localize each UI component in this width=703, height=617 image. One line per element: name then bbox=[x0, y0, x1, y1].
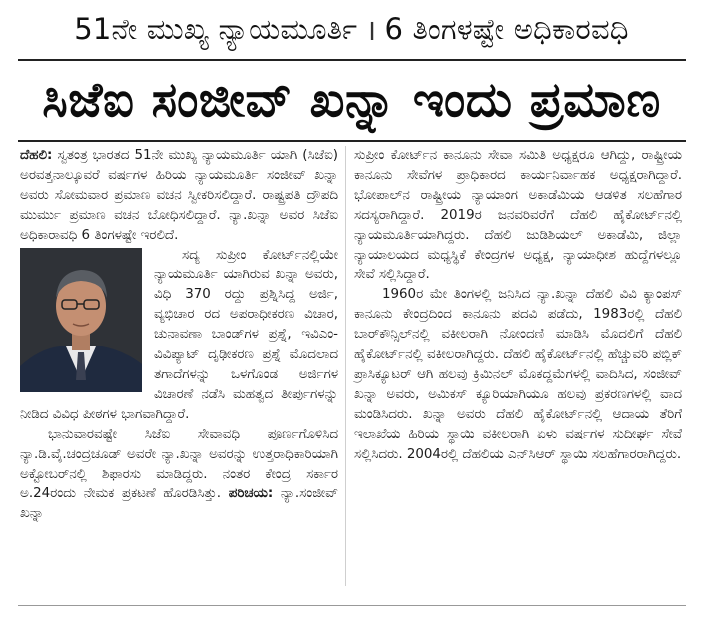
headline-rule bbox=[18, 140, 686, 142]
intro-label: ಪರಿಚಯ: bbox=[228, 486, 274, 502]
kicker-line bbox=[0, 0, 703, 58]
article-right-column bbox=[354, 146, 682, 465]
kicker-rule bbox=[18, 59, 686, 61]
kicker-separator: । bbox=[365, 12, 377, 47]
paragraph-career: ಸದ್ಯ ಸುಪ್ರೀಂ ಕೋರ್ಟ್‌ನಲ್ಲಿಯೇ ನ್ಯಾಯಮೂರ್ತಿ ಯಾಗಿರುವ ಖನ್ನಾ ಅವರು, ವಿಧಿ 370 ರದ್ದು ಪ್ರಶ್ನಿಸಿದ್ದ ಅರ್ಜಿ, ವ್ಯಭಿಚಾರ ರದ ಅಪರಾಧೀಕರಣ ವಿಚಾರ, ಚುನಾವಣಾ ಬಾಂಡ್‌ಗಳ ಪ್ರಶ್ನೆ, ಇವಿಎಂ-ವಿವಿಪ್ಯಾಟ್ ದೃಢೀಕರಣ ಪ್ರಶ್ನೆ ಮೊದಲಾದ ತಗಾದೆಗಳನ್ನು ಒಳಗೊಂಡ ಅರ್ಜಿಗಳ ವಿಚಾರಣೆ ನಡೆಸಿ ಮಹತ್ವದ ತೀರ್ಪುಗಳನ್ನು ನೀಡಿದ ವಿವಿಧ ಪೀಠಗಳ ಭಾಗವಾಗಿದ್ದಾರೆ. bbox=[20, 247, 338, 422]
intro-tail: ನ್ಯಾ.ಸಂಜೀವ್ ಖನ್ನಾ bbox=[20, 486, 339, 522]
paragraph-succession bbox=[20, 425, 338, 525]
portrait-photo bbox=[20, 248, 142, 392]
kicker-left: 51ನೇ ಮುಖ್ಯ ನ್ಯಾಯಮೂರ್ತಿ bbox=[74, 11, 358, 46]
portrait-illustration bbox=[20, 248, 142, 392]
paragraph-roles: ಸುಪ್ರೀಂ ಕೋರ್ಟ್‌ನ ಕಾನೂನು ಸೇವಾ ಸಮಿತಿ ಅಧ್ಯಕ್ಷರೂ ಆಗಿದ್ದು, ರಾಷ್ಟ್ರೀಯ ಕಾನೂನು ಸೇವೆಗಳ ಪ್ರಾಧಿಕಾರದ ಕಾರ್ಯನಿರ್ವಾಹಕ ಅಧ್ಯಕ್ಷರಾಗಿದ್ದಾರೆ. ಭೋಪಾಲ್‌ನ ರಾಷ್ಟ್ರೀಯ ನ್ಯಾಯಾಂಗ ಅಕಾಡೆಮಿಯ ಆಡಳಿತ ಸಲಹೆಗಾರ ಸದಸ್ಯರಾಗಿದ್ದಾರೆ. 2019ರ ಜನವರಿವರೆಗೆ ದೆಹಲಿ ಹೈಕೋರ್ಟ್‌ನಲ್ಲಿ ನ್ಯಾಯಮೂರ್ತಿಯಾಗಿದ್ದರು. ದೆಹಲಿ ಜುಡಿಶಿಯಲ್ ಅಕಾಡೆಮಿ, ಜಿಲ್ಲಾ ನ್ಯಾಯಾಲಯದ ಮಧ್ಯಸ್ಥಿಕೆ ಕೇಂದ್ರಗಳ ಅಧ್ಯಕ್ಷ, ನ್ಯಾಯಾಧೀಶ ಹುದ್ದೆಗಳಲ್ಲೂ ಸೇವೆ ಸಲ್ಲಿಸಿದ್ದಾರೆ. bbox=[354, 148, 682, 283]
kicker-right: 6 ತಿಂಗಳಷ್ಟೇ ಅಧಿಕಾರವಧಿ bbox=[384, 11, 629, 46]
article-left-column bbox=[20, 146, 338, 524]
paragraph-biography: 1960ರ ಮೇ ತಿಂಗಳಲ್ಲಿ ಜನಿಸಿದ ನ್ಯಾ.ಖನ್ನಾ ದೆಹಲಿ ವಿವಿ ಕ್ಯಾಂಪಸ್ ಕಾನೂನು ಕೇಂದ್ರದಿಂದ ಕಾನೂನು ಪದವಿ ಪಡೆದು, 1983ರಲ್ಲಿ ದೆಹಲಿ ಬಾರ್‌ಕೌನ್ಸಿಲ್‌ನಲ್ಲಿ ವಕೀಲರಾಗಿ ನೋಂದಣಿ ಮಾಡಿಸಿ ಮೊದಲಿಗೆ ದೆಹಲಿ ಹೈಕೋರ್ಟ್‌ನಲ್ಲಿ ವಕೀಲರಾಗಿದ್ದರು. ದೆಹಲಿ ಹೈಕೋರ್ಟ್‌ನಲ್ಲಿ ಹೆಚ್ಚುವರಿ ಪಬ್ಲಿಕ್ ಪ್ರಾಸಿಕ್ಯೂಟರ್ ಆಗಿ ಹಲವು ಕ್ರಿಮಿನಲ್ ಮೊಕದ್ದಮೆಗಳಲ್ಲಿ ವಾದಿಸಿದ, ಸಂಜೀವ್ ಖನ್ನಾ ಅವರು, ಅಮಿಕಸ್ ಕ್ಯೂರಿಯಾಗಿಯೂ ಹಲವು ಪ್ರಕರಣಗಳಲ್ಲಿ ವಾದ ಮಂಡಿಸಿದರು. ಖನ್ನಾ ಅವರು ದೆಹಲಿ ಹೈಕೋರ್ಟ್‌ನಲ್ಲಿ ಆದಾಯ ತೆರಿಗೆ ಇಲಾಖೆಯ ಹಿರಿಯ ಸ್ಥಾಯಿ ವಕೀಲರಾಗಿ ಏಳು ವರ್ಷಗಳ ಸುದೀರ್ಘ ಸೇವೆ ಸಲ್ಲಿಸಿದರು. 2004ರಲ್ಲಿ ದೆಹಲಿಯ ಎನ್‌ಸಿಆರ್ ಸ್ಥಾಯಿ ಸಲಹೆಗಾರರಾಗಿದ್ದರು. bbox=[354, 287, 682, 462]
column-divider bbox=[345, 146, 346, 586]
paragraph-intro bbox=[20, 146, 338, 246]
dateline: ದೆಹಲಿ: bbox=[20, 148, 53, 163]
succession-text: ಭಾನುವಾರವಷ್ಟೇ ಸಿಜೆಐ ಸೇವಾವಧಿ ಪೂರ್ಣಗೊಳಿಸಿದ ನ್ಯಾ.ಡಿ.ವೈ.ಚಂದ್ರಚೂಡ್ ಅವರೇ ನ್ಯಾ.ಖನ್ನಾ ಅವರನ್ನು ಉತ್ತರಾಧಿಕಾರಿಯಾಗಿ ಅಕ್ಟೋಬರ್‌ನಲ್ಲಿ ಶಿಫಾರಸು ಮಾಡಿದ್ದರು. ನಂತರ ಕೇಂದ್ರ ಸರ್ಕಾರ ಅ.24ರಂದು ನೇಮಕ ಪ್ರಕಟಣೆ ಹೊರಡಿಸಿತ್ತು. bbox=[20, 426, 338, 502]
bottom-rule bbox=[18, 605, 686, 606]
headline: ಸಿಜೆಐ ಸಂಜೀವ್ ಖನ್ನಾ ಇಂದು ಪ್ರಮಾಣ bbox=[42, 71, 661, 128]
intro-text: ಸ್ವತಂತ್ರ ಭಾರತದ 51ನೇ ಮುಖ್ಯ ನ್ಯಾಯಮೂರ್ತಿ ಯಾಗಿ (ಸಿಜೆಐ) ಅರವತ್ತನಾಲ್ಕೂವರೆ ವರ್ಷಗಳ ಹಿರಿಯ ನ್ಯಾಯಮೂರ್ತಿ ಸಂಜೀವ್ ಖನ್ನಾ ಅವರು ಸೋಮವಾರ ಪ್ರಮಾಣ ವಚನ ಸ್ವೀಕರಿಸಲಿದ್ದಾರೆ. ರಾಷ್ಟ್ರಪತಿ ದ್ರೌಪದಿ ಮುರ್ಮು ಪ್ರಮಾಣ ವಚನ ಬೋಧಿಸಲಿದ್ದಾರೆ. ನ್ಯಾ.ಖನ್ನಾ ಅವರ ಸಿಜೆಐ ಅಧಿಕಾರಾವಧಿ 6 ತಿಂಗಳಷ್ಟೇ ಇರಲಿದೆ. bbox=[20, 148, 338, 243]
